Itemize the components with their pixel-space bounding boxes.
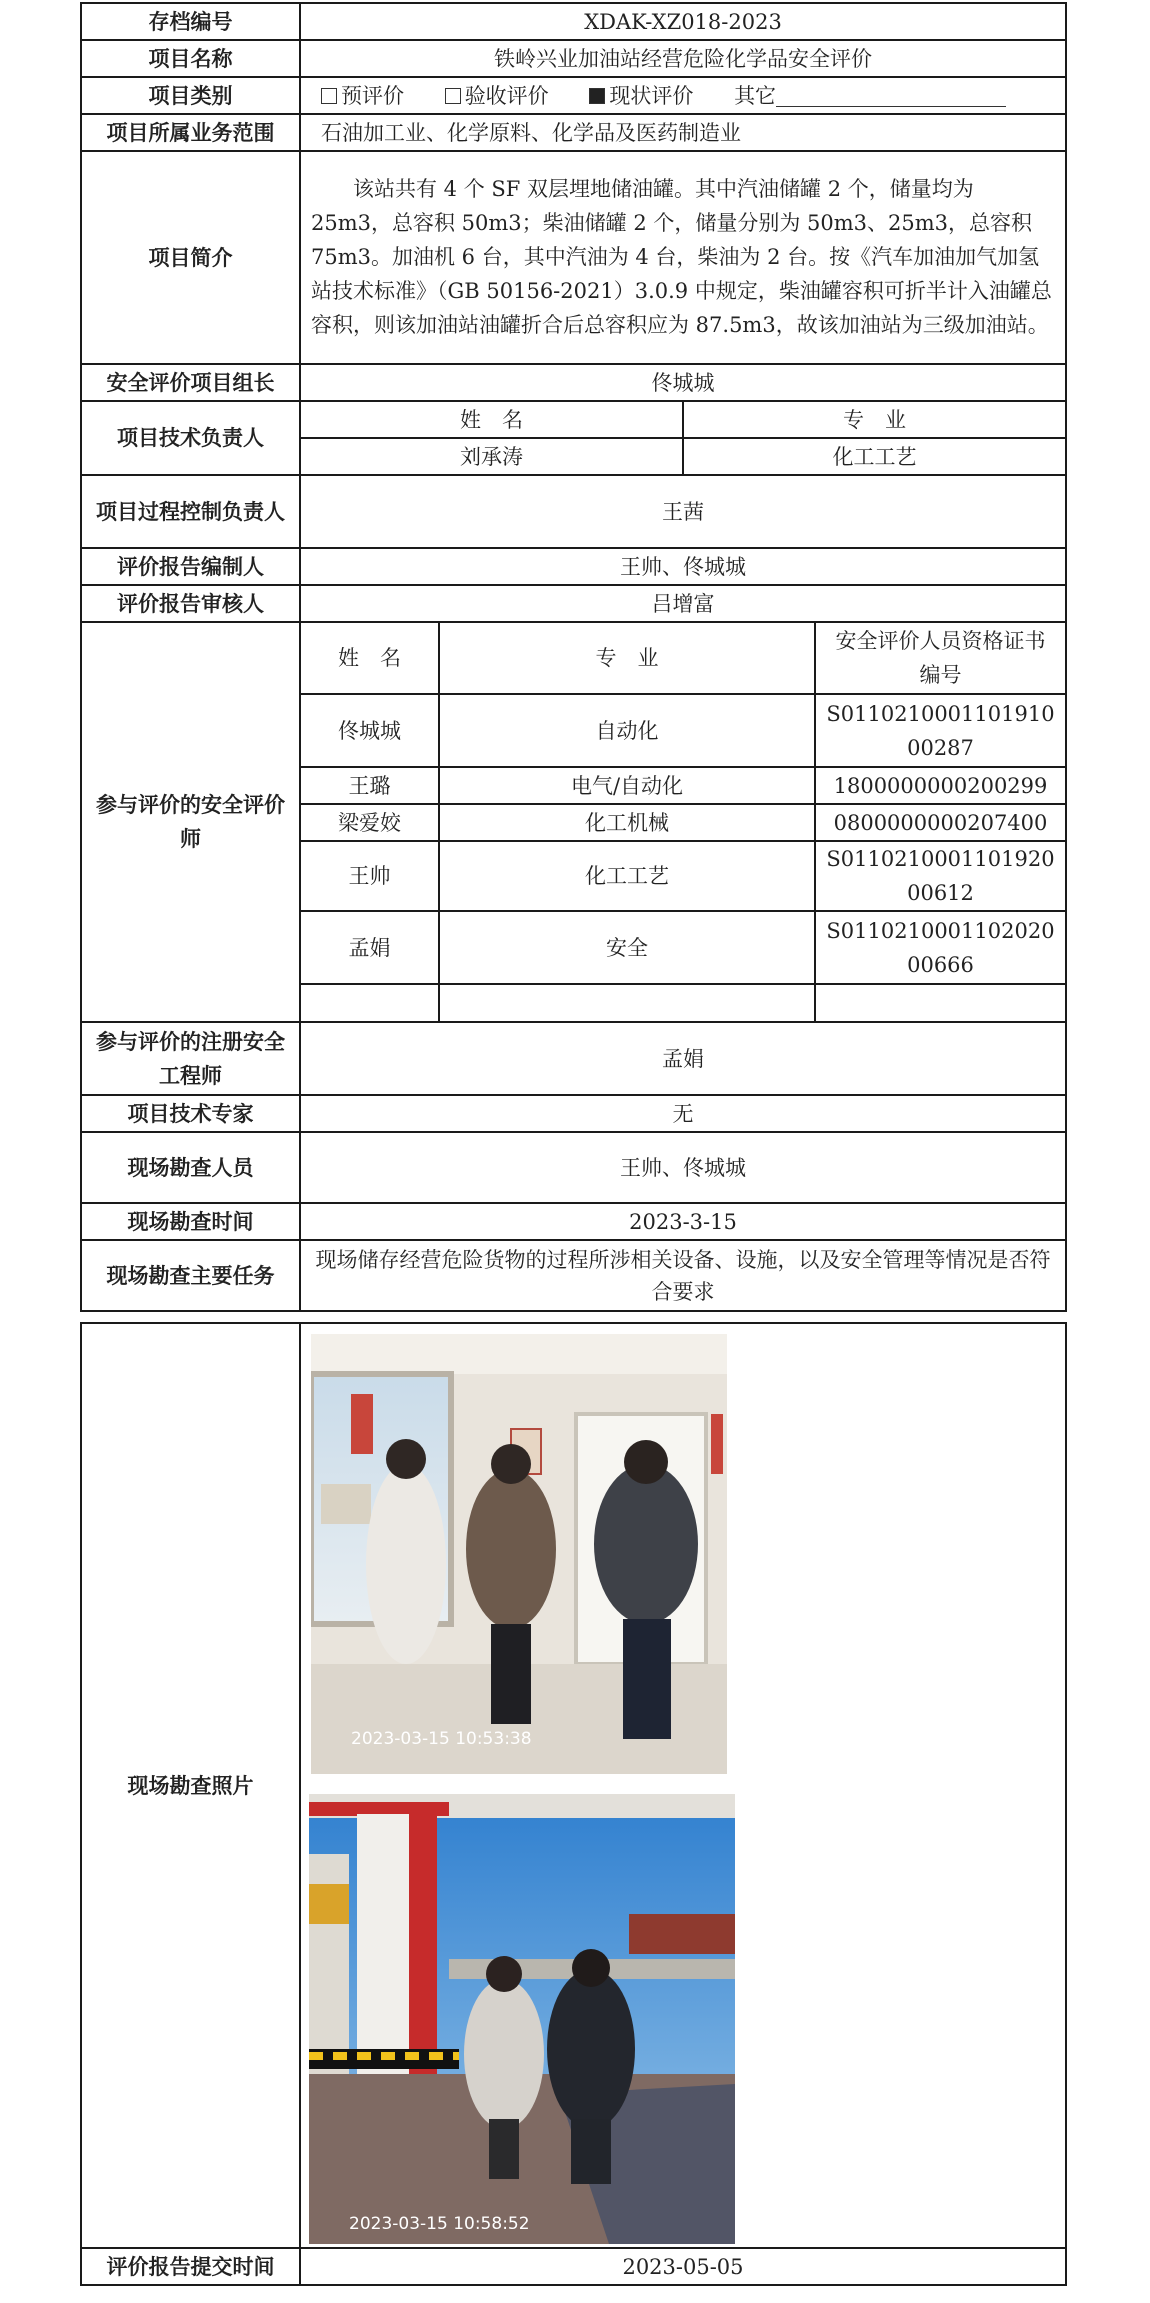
label-project-name: 项目名称 [81,40,300,77]
tech-lead-major: 化工工艺 [683,438,1066,475]
assessors-cell [300,622,1066,1022]
label-process-lead: 项目过程控制负责人 [81,475,300,548]
label-survey-photos: 现场勘查照片 [81,1323,300,2248]
archive-no-value: XDAK-XZ018-2023 [300,3,1066,40]
assessor-cert: 0800000000207400 [815,804,1065,841]
assessor-name: 孟娟 [301,911,439,984]
photo-table [80,1322,1067,2286]
survey-photo-2 [309,1794,735,2244]
type-option-current: 现状评价 [589,84,693,108]
assessor-major: 化工机械 [439,804,815,841]
survey-time-value: 2023-3-15 [300,1203,1066,1240]
label-archive-no: 存档编号 [81,3,300,40]
label-tech-lead: 项目技术负责人 [81,401,300,475]
assessor-major: 自动化 [439,694,815,767]
assessors-header-cert: 安全评价人员资格证书编号 [815,623,1065,694]
survey-people-value: 王帅、佟城城 [300,1132,1066,1203]
assessor-major: 化工工艺 [439,841,815,911]
project-intro-value: 该站共有 4 个 SF 双层埋地储油罐。其中汽油储罐 2 个，储量均为 25m3，总容积 50m3；柴油储罐 2 个，储量分别为 50m3、25m3，总容积 75m3。加油机 6 台，其中汽油为 4 台，柴油为 2 台。按《汽车加油加气加氢站技术标准》（GB 50156-2021）3.0.9 中规定，柴油罐容积可折半计入油罐总容积，则该加油站油罐折合后总容积应为 87.5m3，故该加油站为三级加油站。 [300,151,1066,364]
checkbox-checked-icon [589,88,605,104]
assessor-empty-cell [815,984,1065,1021]
assessors-table [301,623,1065,1021]
business-scope-value: 石油加工业、化学原料、化学品及医药制造业 [300,114,1066,151]
other-blank-line [776,86,1006,107]
tech-expert-value: 无 [300,1095,1066,1132]
project-name-value: 铁岭兴业加油站经营危险化学品安全评价 [300,40,1066,77]
tech-lead-name: 刘承涛 [300,438,683,475]
label-project-intro: 项目简介 [81,151,300,364]
info-table [80,2,1067,1312]
label-team-leader: 安全评价项目组长 [81,364,300,401]
checkbox-unchecked-icon [321,88,337,104]
assessor-empty-cell [301,984,439,1021]
label-tech-expert: 项目技术专家 [81,1095,300,1132]
assessor-cert: S011021000110191000287 [815,694,1065,767]
report-reviewer-value: 吕增富 [300,585,1066,622]
process-lead-value: 王茜 [300,475,1066,548]
label-reg-engineer: 参与评价的注册安全工程师 [81,1022,300,1095]
assessor-major: 安全 [439,911,815,984]
checkbox-unchecked-icon [445,88,461,104]
assessor-empty-cell [439,984,815,1021]
assessor-name: 王帅 [301,841,439,911]
label-project-type: 项目类别 [81,77,300,114]
label-survey-task: 现场勘查主要任务 [81,1240,300,1311]
label-business-scope: 项目所属业务范围 [81,114,300,151]
survey-photo-1-image [311,1334,727,1774]
label-assessors: 参与评价的安全评价师 [81,622,300,1022]
survey-photo-1 [311,1334,727,1774]
assessors-header-major: 专 业 [439,623,815,694]
type-option-other: 其它 [734,84,1006,108]
assessor-cert: 1800000000200299 [815,767,1065,804]
type-option-acceptance: 验收评价 [445,84,549,108]
tech-lead-header-major: 专 业 [683,401,1066,438]
assessor-name: 佟城城 [301,694,439,767]
tech-lead-header-name: 姓 名 [300,401,683,438]
archive-form [80,2,1067,2286]
photo-1-timestamp: 2023-03-15 10:53:38 [351,1729,532,1749]
label-report-author: 评价报告编制人 [81,548,300,585]
label-submit-time: 评价报告提交时间 [81,2248,300,2285]
assessor-name: 梁爱姣 [301,804,439,841]
team-leader-value: 佟城城 [300,364,1066,401]
report-author-value: 王帅、佟城城 [300,548,1066,585]
photos-cell [300,1323,1066,2248]
assessor-name: 王璐 [301,767,439,804]
label-report-reviewer: 评价报告审核人 [81,585,300,622]
assessor-major: 电气/自动化 [439,767,815,804]
assessor-cert: S011021000110192000612 [815,841,1065,911]
type-option-pre: 预评价 [321,84,404,108]
submit-time-value: 2023-05-05 [300,2248,1066,2285]
label-survey-time: 现场勘查时间 [81,1203,300,1240]
label-survey-people: 现场勘查人员 [81,1132,300,1203]
photo-2-timestamp: 2023-03-15 10:58:52 [349,2214,530,2234]
project-type-options [300,77,1066,114]
survey-photo-2-image [309,1794,735,2244]
survey-task-value: 现场储存经营危险货物的过程所涉相关设备、设施，以及安全管理等情况是否符合要求 [300,1240,1066,1311]
reg-engineer-value: 孟娟 [300,1022,1066,1095]
assessors-header-name: 姓 名 [301,623,439,694]
assessor-cert: S011021000110202000666 [815,911,1065,984]
